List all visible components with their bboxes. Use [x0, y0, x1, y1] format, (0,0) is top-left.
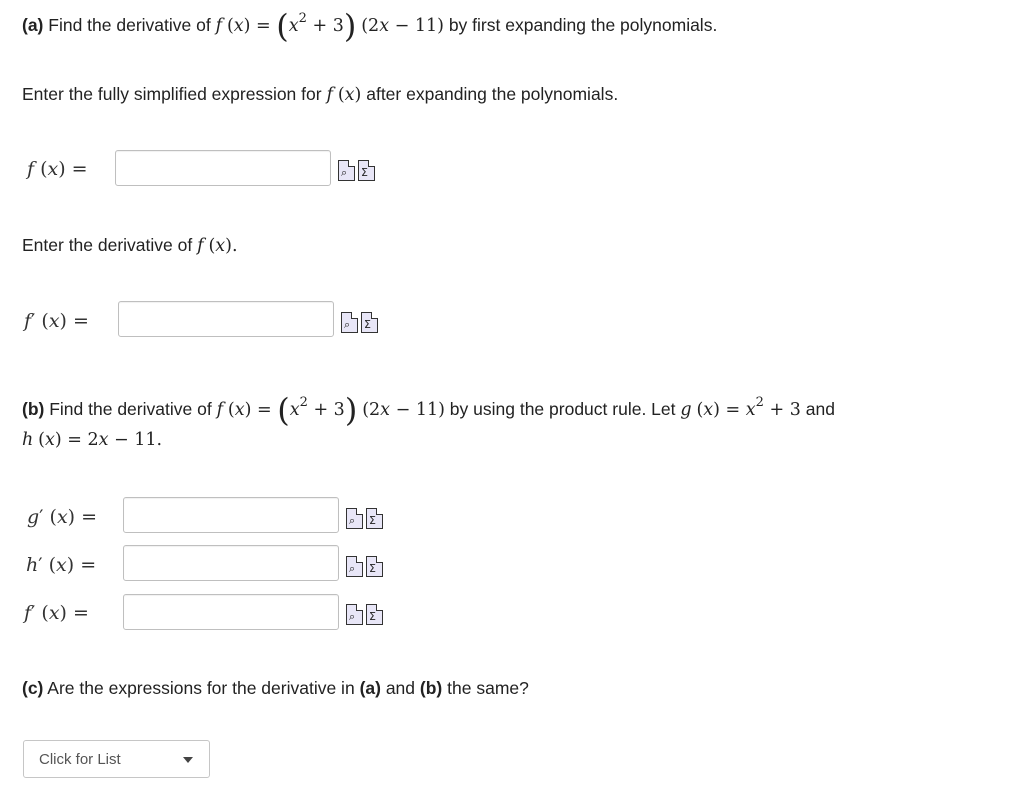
part-b-question: (b) Find the derivative of f $(x) = (x^2 + 3) (2x - 11)$ by using the product rule. Let g $(x) = x^2 + 3$ and: [22, 391, 835, 429]
part-a-label: (a): [22, 15, 44, 35]
derivative-instruction: Enter the derivative of f (x).: [22, 235, 238, 256]
hpx-tools: [346, 556, 383, 578]
part-a-intro: Find the derivative of: [48, 15, 211, 35]
preview-icon[interactable]: ⌕: [346, 604, 363, 625]
fpx-b-tools: [346, 604, 383, 626]
equation-editor-icon[interactable]: Σ: [361, 312, 378, 333]
preview-icon[interactable]: ⌕: [346, 556, 363, 577]
fpx-b-label: f′ (x) =: [24, 602, 89, 624]
chevron-down-icon: [183, 757, 193, 763]
gpx-tools: [346, 508, 383, 530]
expand-instruction: Enter the fully simplified expression for f (x) after expanding the polynomials.: [22, 84, 619, 105]
part-a-question: (a) Find the derivative of f $(x) = (x^2 + 3) (2x - 11)$ by first expanding the polynomials.: [22, 7, 718, 45]
fx-label: f (x) =: [27, 158, 88, 180]
part-c-question: (c) Are the expressions for the derivative in (a) and (b) the same?: [22, 678, 529, 698]
preview-icon[interactable]: ⌕: [338, 160, 355, 181]
hpx-label: h′ (x) =: [26, 554, 97, 576]
fx-tools: [338, 160, 375, 182]
part-c-label: (c): [22, 678, 44, 698]
fpx-a-label: f′ (x) =: [24, 310, 89, 332]
part-b-h-definition: h (x) = 2x − 11.: [22, 430, 163, 450]
preview-icon[interactable]: ⌕: [341, 312, 358, 333]
gpx-label: g′ (x) =: [27, 506, 98, 528]
part-b-label: (b): [22, 399, 45, 419]
preview-icon[interactable]: ⌕: [346, 508, 363, 529]
fpx-a-input[interactable]: [118, 301, 334, 337]
fx-input[interactable]: [115, 150, 331, 186]
equation-editor-icon[interactable]: Σ: [366, 604, 383, 625]
fpx-a-tools: [341, 312, 378, 334]
hpx-input[interactable]: [123, 545, 339, 581]
dropdown-placeholder: Click for List: [39, 751, 121, 768]
fpx-b-input[interactable]: [123, 594, 339, 630]
equation-editor-icon[interactable]: Σ: [366, 508, 383, 529]
equation-editor-icon[interactable]: Σ: [358, 160, 375, 181]
part-a-suffix: by first expanding the polynomials.: [448, 15, 718, 35]
equation-editor-icon[interactable]: Σ: [366, 556, 383, 577]
answer-dropdown[interactable]: [23, 740, 210, 778]
gpx-input[interactable]: [123, 497, 339, 533]
